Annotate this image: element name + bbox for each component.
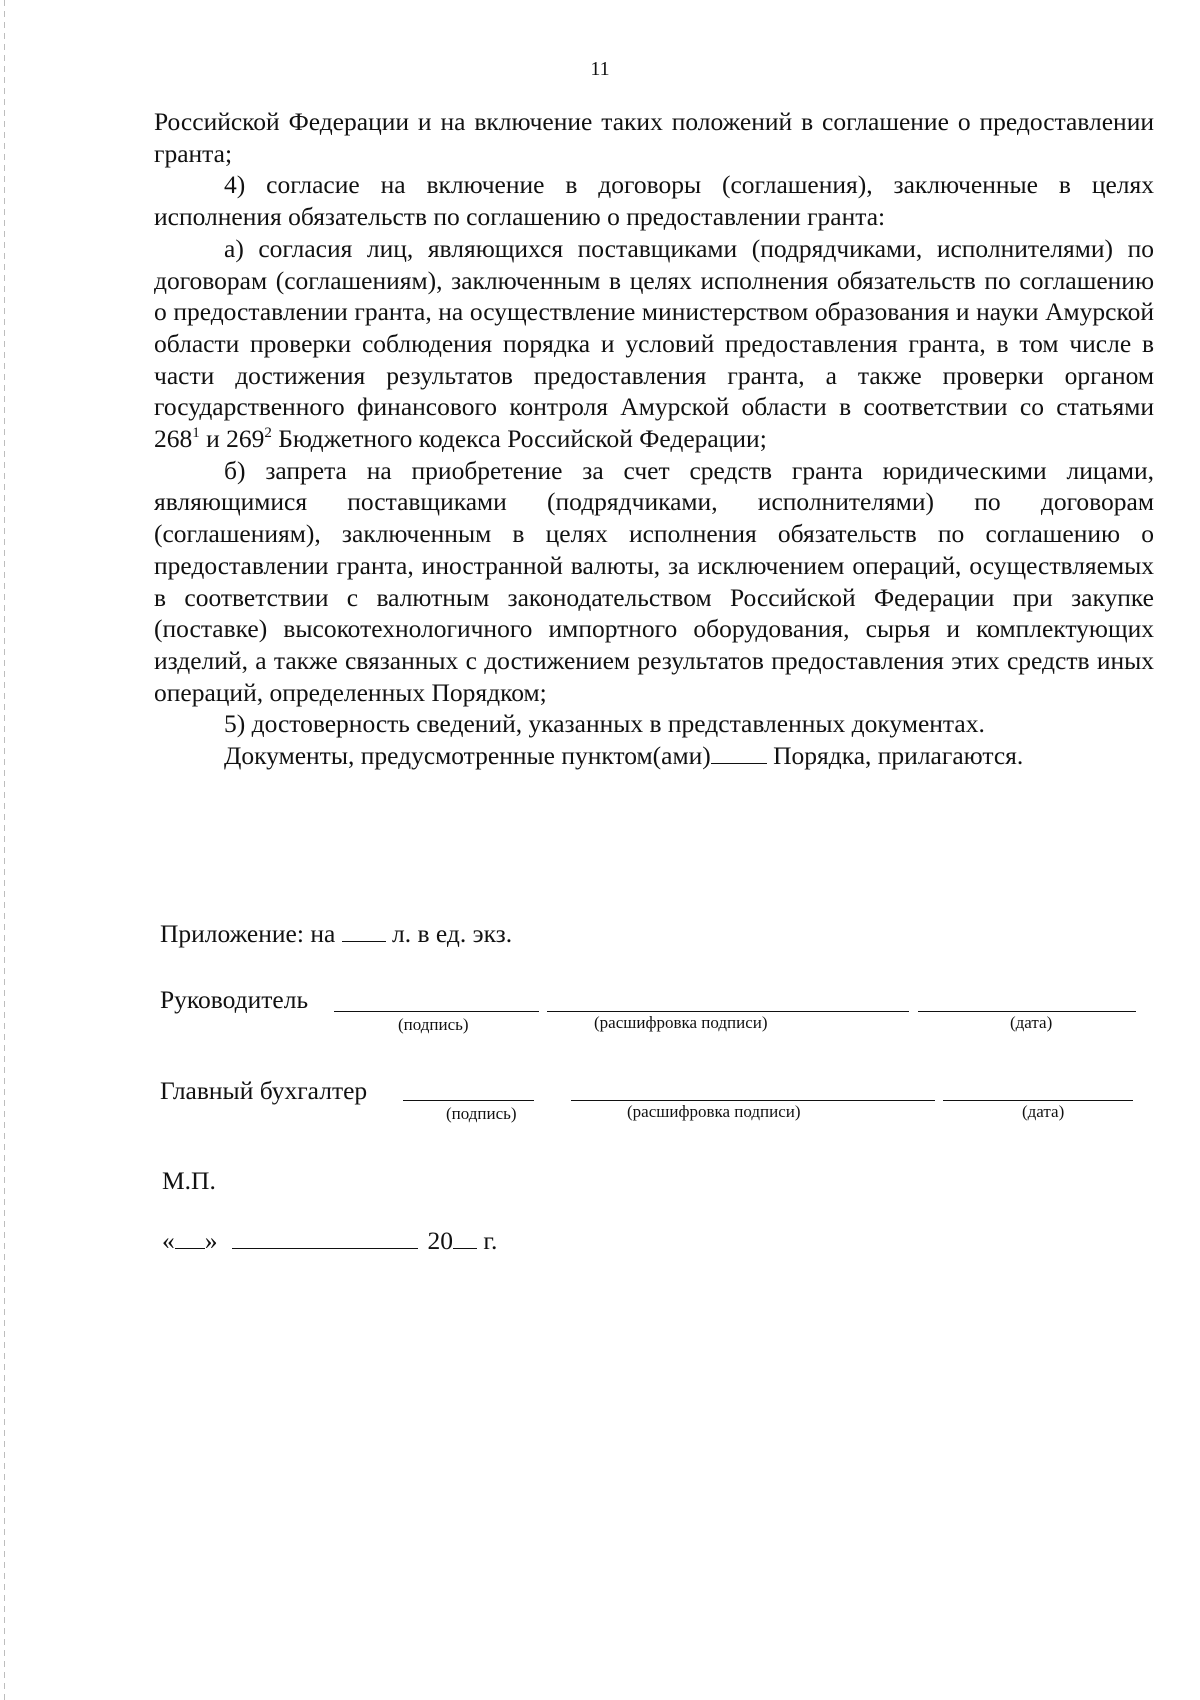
documents-text-before: Документы, предусмотренные пунктом(ами) (224, 741, 711, 771)
signature-row-accountant (160, 1076, 367, 1106)
head-caption-date: (дата) (1010, 1013, 1053, 1032)
subitem-a-tail: Бюджетного кодекса Российской Федерации; (271, 424, 767, 454)
article-269-superscript: 2 (264, 425, 272, 442)
date-year-prefix: 20 (427, 1226, 453, 1255)
documents-text-after: Порядка, прилагаются. (766, 741, 1024, 771)
paragraph-documents (154, 740, 1154, 772)
documents-points-blank[interactable] (711, 741, 767, 764)
page-number: 11 (590, 58, 610, 80)
article-268: 268 (154, 424, 193, 454)
date-day-blank[interactable] (175, 1226, 205, 1249)
conjunction-and: и (199, 424, 227, 454)
accountant-caption-name: (расшифровка подписи) (627, 1102, 801, 1121)
accountant-caption-signature: (подпись) (446, 1104, 517, 1123)
signature-row-head (160, 985, 308, 1015)
paragraph-continuation: Российской Федерации и на включение таких положений в соглашение о предоставлении гранта; (154, 107, 1154, 168)
head-caption-signature: (подпись) (398, 1015, 469, 1034)
document-body (154, 106, 1154, 772)
appendix-text-after: л. в ед. экз. (385, 919, 513, 948)
accountant-caption-date: (дата) (1022, 1102, 1065, 1121)
head-caption-name: (расшифровка подписи) (594, 1013, 768, 1032)
accountant-date-line[interactable] (943, 1100, 1133, 1101)
paragraph-subitem-b: б) запрета на приобретение за счет средств гранта юридическими лицами, являющимися поставщиками (подрядчиками, исполнителями) по договорам (соглашениям), заключенным в целях исполнения обязательств по соглашению о предоставлении гранта, иностранной валюты, за исключением операций, осуществляемых в соответствии с валютным законодательством Российской Федерации при закупке (поставке) высокотехнологичного импортного оборудования, сырья и комплектующих изделий, а также связанных с достижением результатов предоставления этих средств иных операций, определенных Порядком; (154, 455, 1154, 707)
paragraph-item-5: 5) достоверность сведений, указанных в представленных документах. (224, 709, 985, 739)
subitem-a-text: а) согласия лиц, являющихся поставщиками (подрядчиками, исполнителями) по договорам (соглашениям), заключенным в целях исполнения обязательств по соглашению о предоставлении гранта, на осуществление министерством образования и науки Амурской области проверки соблюдения порядка и условий предоставления гранта, в том числе в части достижения результатов предоставления гранта, а также проверки органом государственного финансового контроля Амурской области в соответствии со статьями (154, 233, 1154, 422)
date-month-blank[interactable] (232, 1226, 418, 1249)
date-year-suffix: г. (477, 1226, 498, 1255)
accountant-name-line[interactable] (571, 1100, 935, 1101)
appendix-sheets-blank[interactable] (342, 919, 386, 942)
date-year-blank[interactable] (453, 1226, 477, 1249)
date-close-quote: » (204, 1226, 218, 1255)
scan-edge-line (4, 0, 5, 1700)
appendix-line (160, 919, 512, 949)
paragraph-subitem-a (154, 233, 1154, 455)
paragraph-item-4: 4) согласие на включение в договоры (соглашения), заключенные в целях исполнения обязательств по соглашению о предоставлении гранта: (154, 170, 1154, 232)
signature-role-head: Руководитель (160, 985, 309, 1014)
article-268-superscript: 1 (192, 425, 200, 442)
date-line (162, 1226, 497, 1256)
date-open-quote: « (162, 1226, 175, 1255)
stamp-place: М.П. (162, 1166, 216, 1195)
article-269: 269 (226, 424, 265, 454)
appendix-text-before: Приложение: на (160, 919, 342, 948)
signature-role-accountant: Главный бухгалтер (160, 1076, 368, 1105)
accountant-signature-line[interactable] (403, 1100, 534, 1101)
head-name-line[interactable] (547, 1011, 909, 1012)
head-date-line[interactable] (918, 1011, 1136, 1012)
head-signature-line[interactable] (334, 1011, 539, 1012)
